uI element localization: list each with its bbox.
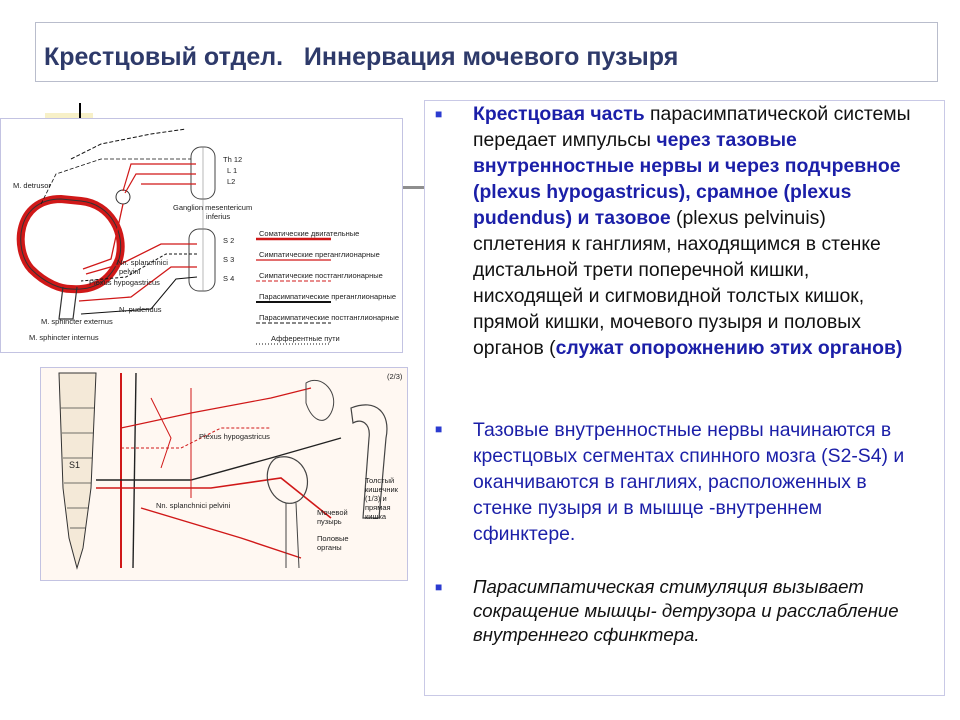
square-bullet-icon: ■ (435, 580, 443, 594)
title-box (35, 22, 938, 82)
label-sphincter-externus: M. sphincter externus (41, 317, 113, 326)
label-plexus-hypogastricus: Plexus hypogastricus (89, 278, 160, 287)
label-corner: (2/3) (387, 372, 403, 381)
legend-item: Парасимпатические преганглионарные (259, 292, 397, 301)
legend-item: Симпатические преганглионарные (259, 250, 380, 259)
label-pelvini: pelvini (119, 267, 141, 276)
label-genitals: Половые органы (317, 534, 349, 552)
label-th12: Th 12 (223, 155, 243, 164)
label-l2: L2 (227, 177, 236, 186)
label-detrusor: M. detrusor (13, 181, 51, 190)
paragraph-sacral-part (473, 101, 923, 361)
text-sacral-part: Крестцовая часть (473, 103, 645, 125)
legend-item: Афферентные пути (271, 334, 340, 343)
label-bladder: Мочевой пузырь (317, 508, 348, 526)
page-title: Крестцовый отдел. Иннервация мочевого пузыря (44, 43, 679, 71)
paragraph-pelvic-nerves: Тазовые внутренностные нервы начинаются в крестцовых сегментах спинного мозга (S2-S4) и оканчиваются в ганглиях, расположенных в стенке пузыря и в мышце -внутреннем сфинктере. (473, 419, 905, 545)
legend-item: Парасимпатические постганглионарные (259, 313, 400, 322)
decor-horizontal-line (400, 186, 425, 189)
label-s4: S 4 (223, 274, 235, 283)
innervation-diagram (0, 118, 403, 353)
label-sphincter-internus: M. sphincter internus (29, 333, 99, 342)
label-splanchnici: Nn. splanchnici (117, 258, 168, 267)
square-bullet-icon: ■ (435, 107, 443, 121)
text-pelvic-nerves-plexuses: через тазовые внутренностные нервы и через подчревное (plexus hypogastricus), срамное (plexus pudendus) и тазовое (473, 129, 901, 229)
text-ganglia-location: (plexus pelvinuis) сплетения к ганглиям, находящимся в стенке дистальной трети поперечной кишки, нисходящей и сигмовидной толстых кишок, прямой кишки, мочевого пузыря и половых органов ( (473, 207, 881, 359)
square-bullet-icon: ■ (435, 422, 443, 436)
label-s3: S 3 (223, 255, 235, 264)
label-s2: S 2 (223, 236, 235, 245)
label-ganglion: Ganglion mesentericum (173, 203, 253, 212)
pelvic-nerves-diagram (40, 367, 408, 581)
text-system-transmits: парасимпатической системы передает импульсы (473, 103, 911, 151)
paragraph-stimulation: Парасимпатическая стимуляция вызывает сокращение мышцы- детрузора и расслабление внутреннего сфинктера. (473, 576, 899, 645)
text-emptying-organs: служат опорожнению этих органов) (555, 337, 903, 359)
label-ganglion-inferius: inferius (206, 212, 231, 221)
text-content-box (424, 100, 945, 696)
legend-item: Соматические двигательные (259, 229, 360, 238)
label-s1: S1 (69, 460, 81, 470)
label-l1: L 1 (227, 166, 238, 175)
legend-item: Симпатические постганглионарные (259, 271, 383, 280)
label-plexus-hypogastricus-2: Plexus hypogastricus (199, 432, 270, 441)
label-colon: Толстый кишечник (1/3) и прямая кишка (365, 476, 398, 521)
decor-vertical-line (79, 103, 81, 119)
label-pudendus: N. pudendus (119, 305, 162, 314)
label-splanchnici-pelvini: Nn. splanchnici pelvini (156, 501, 231, 510)
